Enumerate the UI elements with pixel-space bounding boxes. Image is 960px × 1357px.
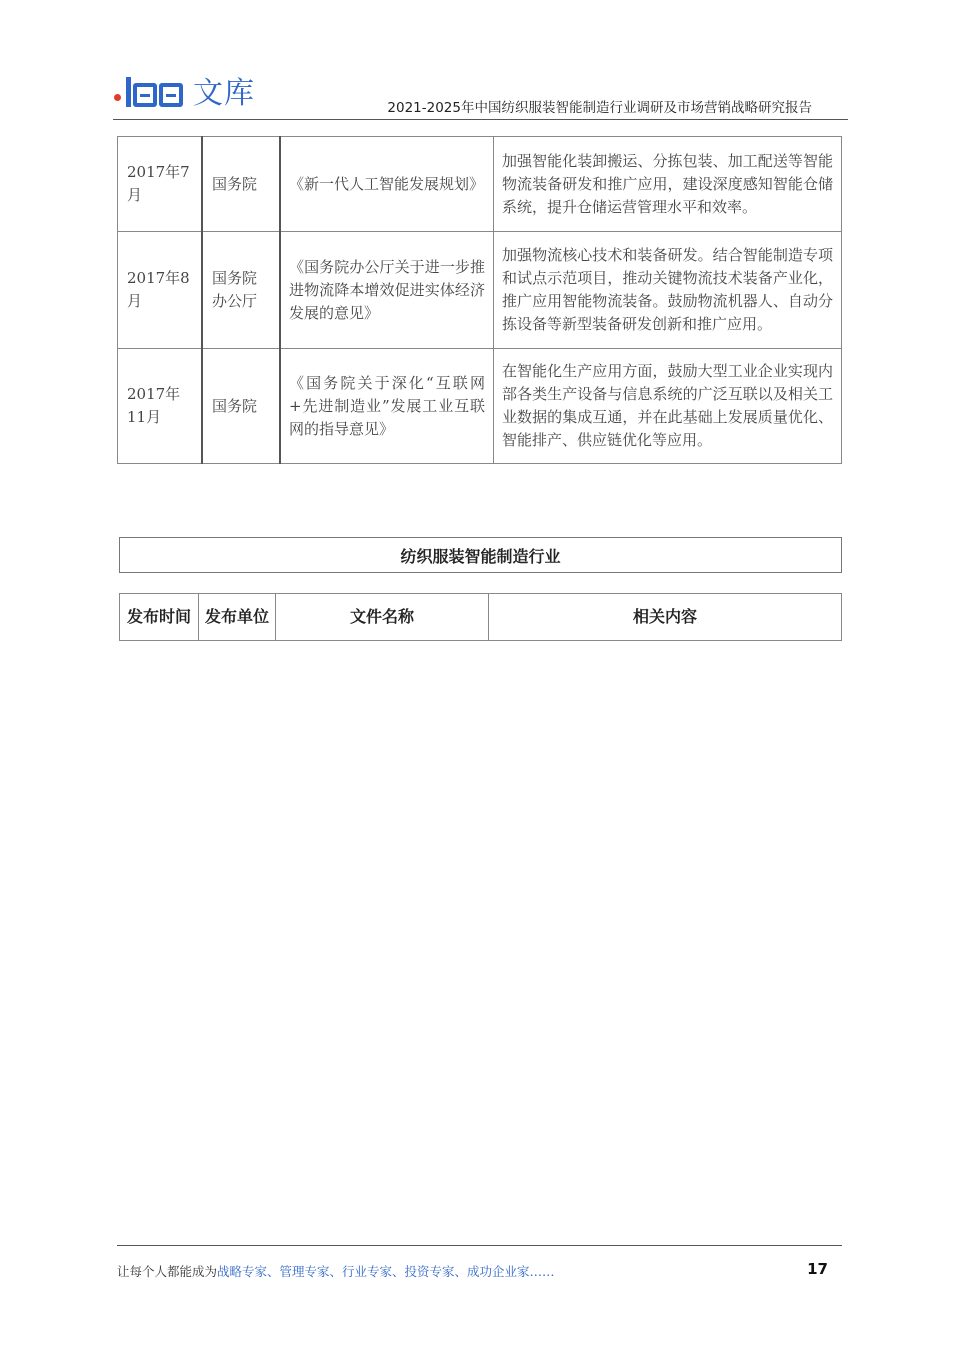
page-number: 17 <box>807 1260 828 1278</box>
cell-date: 2017年8月 <box>118 232 203 349</box>
policy-table <box>117 136 842 464</box>
header-divider <box>113 119 848 120</box>
logo-text: 文库 <box>193 76 255 111</box>
cell-date: 2017年11月 <box>118 349 203 464</box>
table-header-row <box>120 594 842 641</box>
cell-date: 2017年7月 <box>118 137 203 232</box>
baidu-doc-logo-icon <box>126 73 185 107</box>
col-header-date: 发布时间 <box>120 594 199 641</box>
header-title: 2021-2025年中国纺织服装智能制造行业调研及市场营销战略研究报告 <box>387 100 812 116</box>
table-row <box>118 349 842 464</box>
col-header-org: 发布单位 <box>199 594 276 641</box>
footer-prefix: 让每个人都能成为 <box>117 1264 218 1279</box>
logo-dot <box>114 94 121 101</box>
cell-org: 国务院 <box>202 349 280 464</box>
footer-divider <box>117 1245 842 1246</box>
table-row <box>118 137 842 232</box>
col-header-name: 文件名称 <box>276 594 489 641</box>
section-caption: 纺织服装智能制造行业 <box>119 537 842 573</box>
footer-slogan <box>117 1262 555 1280</box>
col-header-content: 相关内容 <box>489 594 842 641</box>
cell-name: 《国务院办公厅关于进一步推进物流降本增效促进实体经济发展的意见》 <box>280 232 494 349</box>
cell-name: 《国务院关于深化“互联网+先进制造业”发展工业互联网的指导意见》 <box>280 349 494 464</box>
cell-org: 国务院办公厅 <box>202 232 280 349</box>
cell-content: 加强智能化装卸搬运、分拣包装、加工配送等智能物流装备研发和推广应用，建设深度感知智能仓储系统，提升仓储运营管理水平和效率。 <box>494 137 842 232</box>
cell-name: 《新一代人工智能发展规划》 <box>280 137 494 232</box>
cell-content: 加强物流核心技术和装备研发。结合智能制造专项和试点示范项目，推动关键物流技术装备产业化，推广应用智能物流装备。鼓励物流机器人、自动分拣设备等新型装备研发创新和推广应用。 <box>494 232 842 349</box>
footer-highlight: 战略专家、管理专家、行业专家、投资专家、成功企业家…… <box>217 1264 555 1279</box>
cell-org: 国务院 <box>202 137 280 232</box>
cell-content: 在智能化生产应用方面，鼓励大型工业企业实现内部各类生产设备与信息系统的广泛互联以及相关工业数据的集成互通，并在此基础上发展质量优化、智能排产、供应链优化等应用。 <box>494 349 842 464</box>
header-table <box>119 593 842 641</box>
table-row <box>118 232 842 349</box>
logo <box>114 70 255 110</box>
